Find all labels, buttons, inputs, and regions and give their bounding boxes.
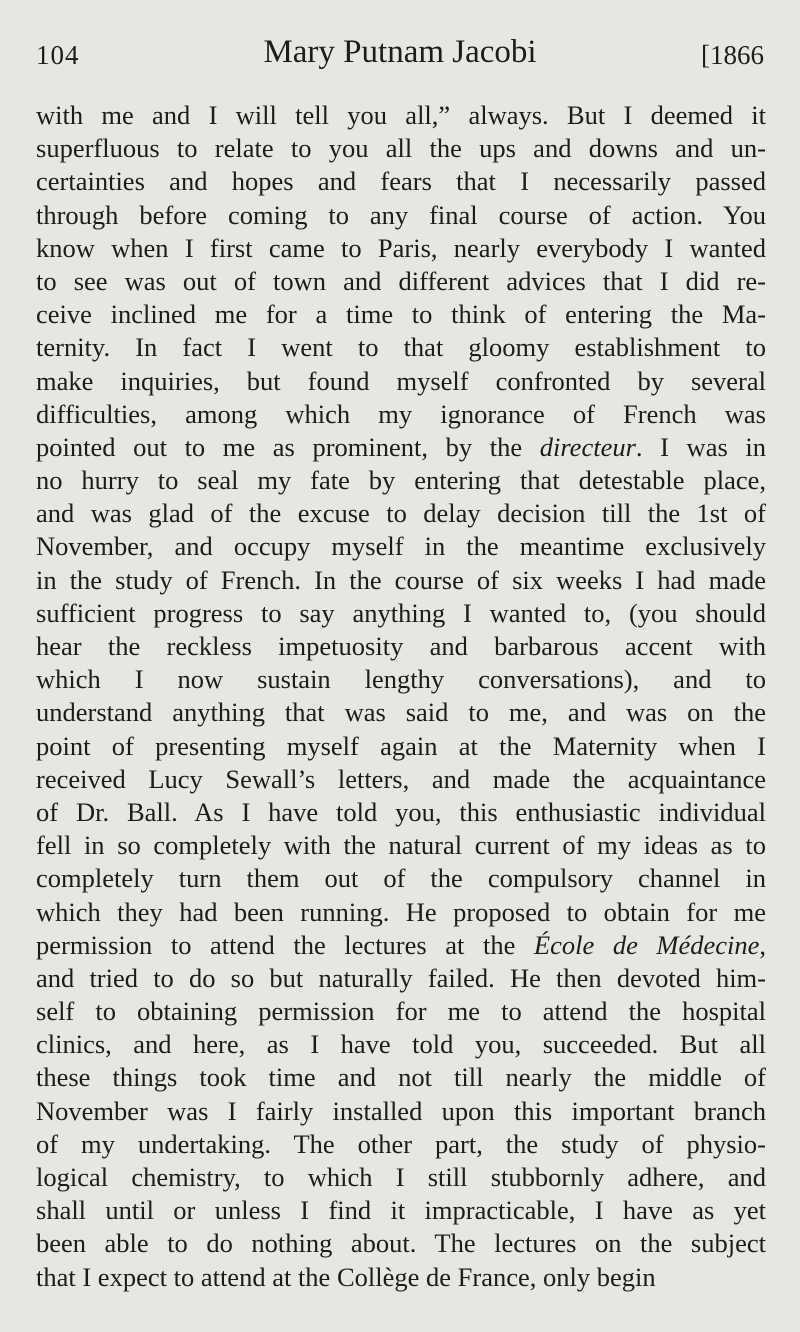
text-segment: shall until or unless I find it impracticable, I have as yet — [36, 1195, 766, 1226]
text-segment: these things took time and not till nearly the middle of — [36, 1062, 766, 1093]
text-segment: know when I first came to Paris, nearly everybody I wanted — [36, 232, 766, 263]
text-segment: hear the reckless impetuosity and barbarous accent with — [36, 631, 766, 661]
text-segment: received Lucy Sewall’s letters, and made the acquaintance — [36, 763, 766, 794]
text-line — [36, 1028, 766, 1061]
text-line — [36, 232, 766, 265]
text-line — [36, 199, 766, 232]
text-line — [36, 995, 766, 1028]
text-segment: understand anything that was said to me, and was on the — [36, 697, 766, 728]
text-line — [36, 829, 766, 862]
text-segment: certainties and hopes and fears that I necessarily passed — [36, 166, 766, 197]
text-line — [36, 165, 766, 198]
text-segment: that I expect to attend at the Collège de France, only begin — [36, 1261, 656, 1292]
text-line — [36, 497, 766, 530]
body-text — [36, 99, 766, 1294]
text-segment: point of presenting myself again at the Maternity when I — [36, 730, 766, 761]
text-line — [36, 929, 766, 962]
page-number: 104 — [36, 40, 80, 70]
text-line — [36, 298, 766, 331]
text-segment: completely turn them out of the compulsory channel in — [36, 863, 766, 894]
text-line — [36, 431, 766, 464]
text-segment: fell in so completely with the natural current of my ideas as to — [36, 830, 766, 861]
text-line — [36, 896, 766, 929]
text-line — [36, 398, 766, 431]
text-segment: logical chemistry, to which I still stubbornly adhere, and — [36, 1162, 766, 1192]
text-segment: with me and I will tell you all,” always. But I deemed it — [36, 100, 766, 130]
text-line — [36, 796, 766, 829]
text-segment: in the study of French. In the course of six weeks I had made — [36, 564, 766, 595]
text-line — [36, 132, 766, 165]
text-line — [36, 564, 766, 597]
text-segment: make inquiries, but found myself confronted by several — [36, 365, 766, 396]
text-segment: of my undertaking. The other part, the study of physio- — [36, 1128, 766, 1159]
text-segment: sufficient progress to say anything I wanted to, (you should — [36, 597, 766, 628]
text-line — [36, 1194, 766, 1227]
text-segment: November, and occupy myself in the meantime exclusively — [36, 531, 766, 562]
text-line — [36, 1227, 766, 1260]
text-segment: ceive inclined me for a time to think of entering the Ma- — [36, 299, 766, 330]
italic-text: École de Médecine — [533, 929, 760, 960]
text-line — [36, 464, 766, 497]
text-segment: November was I fairly installed upon this important branch — [36, 1095, 766, 1126]
running-title: Mary Putnam Jacobi — [263, 34, 537, 70]
text-line — [36, 597, 766, 630]
page-header — [36, 34, 764, 78]
text-line — [36, 1128, 766, 1161]
text-line — [36, 99, 766, 132]
text-line — [36, 530, 766, 563]
text-line — [36, 730, 766, 763]
text-segment: to see was out of town and different advices that I did re- — [36, 265, 766, 296]
text-line — [36, 962, 766, 995]
text-segment: superfluous to relate to you all the ups and downs and un- — [36, 133, 766, 164]
text-line — [36, 696, 766, 729]
italic-text: directeur — [539, 431, 636, 462]
text-segment: and tried to do so but naturally failed. He then devoted him- — [36, 962, 766, 993]
text-line — [36, 331, 766, 364]
text-line — [36, 1261, 766, 1294]
text-line — [36, 365, 766, 398]
text-segment: which I now sustain lengthy conversations), and to — [36, 664, 766, 695]
text-segment: no hurry to seal my fate by entering that detestable place, — [36, 465, 766, 496]
text-segment: permission to attend the lectures at the — [36, 929, 534, 960]
text-line — [36, 630, 766, 663]
text-line — [36, 1061, 766, 1094]
year-label: [1866 — [701, 40, 764, 70]
text-segment: ternity. In fact I went to that gloomy establishment to — [36, 332, 766, 363]
text-segment: , — [759, 929, 766, 960]
text-line — [36, 763, 766, 796]
text-line — [36, 265, 766, 298]
text-line — [36, 663, 766, 696]
text-line — [36, 862, 766, 895]
text-segment: and was glad of the excuse to delay decision till the 1st of — [36, 498, 766, 529]
text-segment: through before coming to any final course of action. You — [36, 199, 766, 230]
text-segment: pointed out to me as prominent, by the — [36, 431, 540, 462]
text-segment: . I was in — [635, 431, 766, 462]
text-segment: clinics, and here, as I have told you, succeeded. But all — [36, 1029, 766, 1060]
text-segment: self to obtaining permission for me to attend the hospital — [36, 996, 766, 1027]
text-line — [36, 1095, 766, 1128]
text-segment: been able to do nothing about. The lectures on the subject — [36, 1228, 766, 1259]
text-segment: difficulties, among which my ignorance of French was — [36, 398, 766, 429]
text-segment: of Dr. Ball. As I have told you, this enthusiastic individual — [36, 796, 766, 827]
text-line — [36, 1161, 766, 1194]
text-segment: which they had been running. He proposed to obtain for me — [36, 896, 766, 927]
